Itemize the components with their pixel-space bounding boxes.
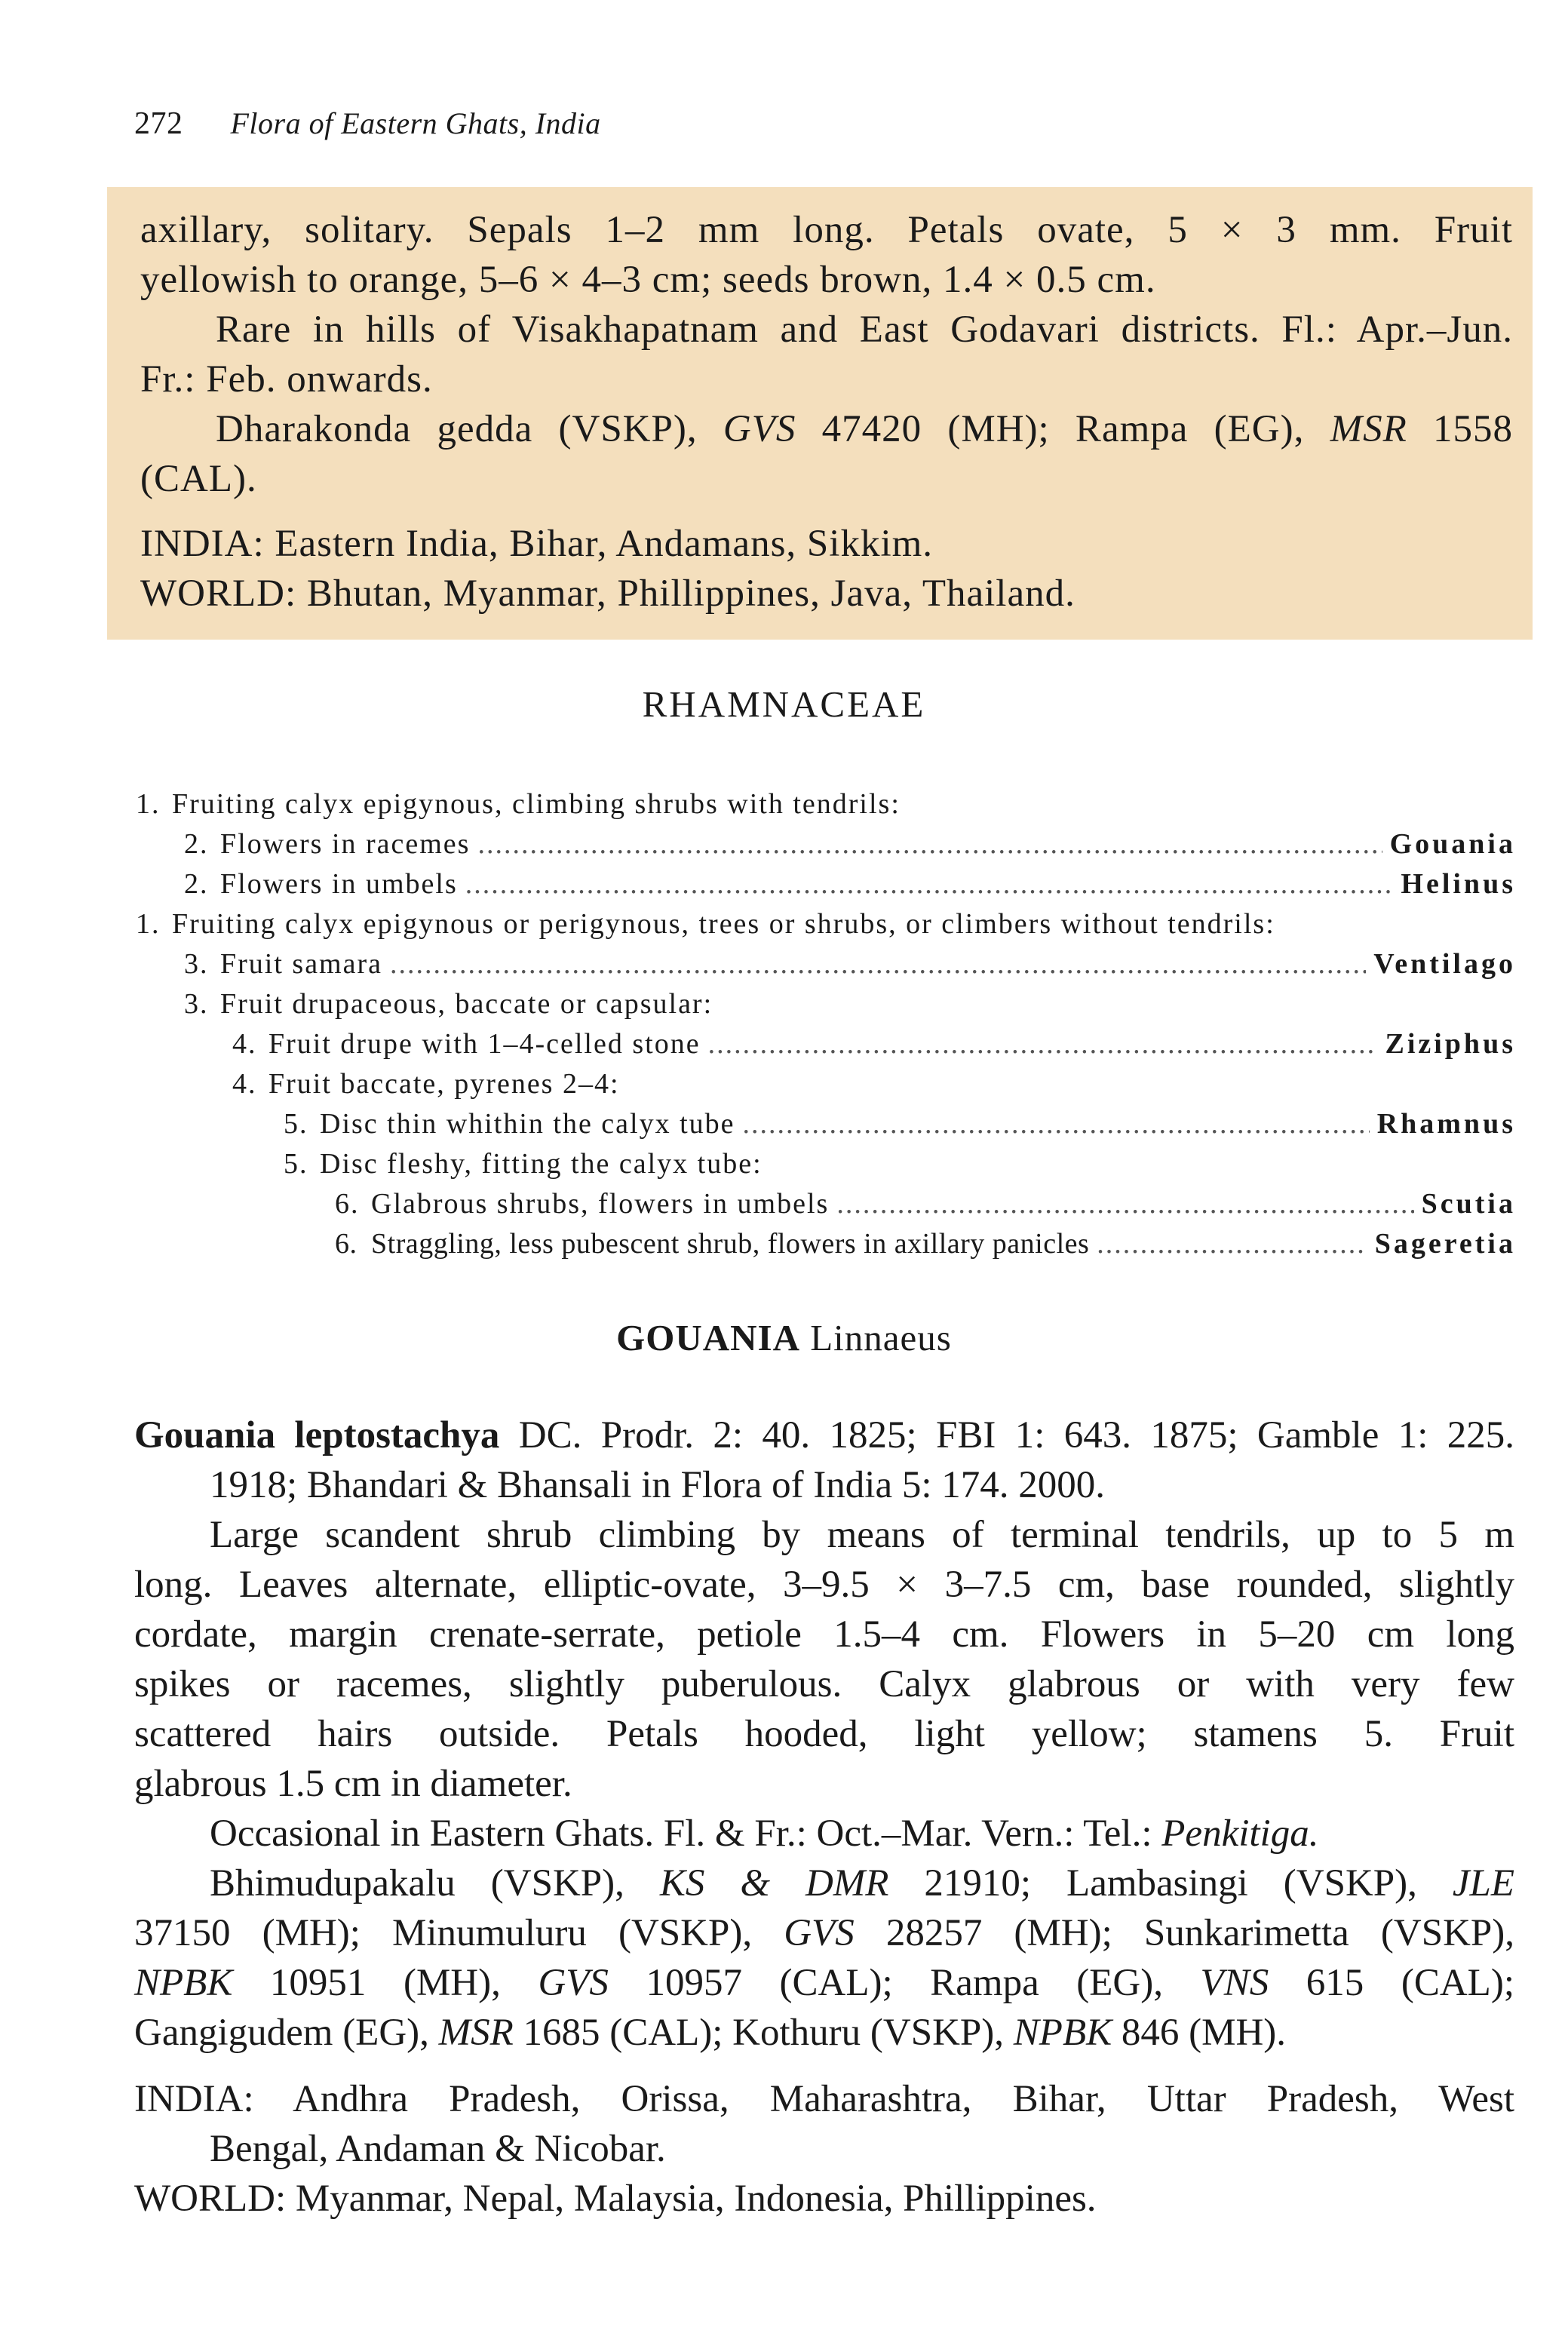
distribution-india: INDIA: Andhra Pradesh, Orissa, Maharashtra, Bihar, Uttar Pradesh, West [134, 2078, 1514, 2120]
genus-heading [0, 1316, 1568, 1359]
description-line: long. Leaves alternate, elliptic-ovate, 3–9.5 × 3–7.5 cm, base rounded, slightly [134, 1564, 1514, 1606]
species-citation: Gouania leptostachya DC. Prodr. 2: 40. 1825; FBI 1: 643. 1875; Gamble 1: 225. [134, 1414, 1514, 1456]
key-row: 5. Disc fleshy, fitting the calyx tube: [284, 1148, 763, 1180]
key-row: 6. Glabrous shrubs, flowers in umbels ..... Scutia [136, 1184, 1516, 1224]
distribution-india-cont: Bengal, Andaman & Nicobar. [210, 2128, 666, 2170]
text-line: axillary, solitary. Sepals 1–2 mm long. Petals ovate, 5 × 3 mm. Fruit [140, 209, 1513, 251]
key-row: 4. Fruit baccate, pyrenes 2–4: [232, 1068, 620, 1100]
specimen-line: 37150 (MH); Minumuluru (VSKP), GVS 28257 (MH); Sunkarimetta (VSKP), [134, 1912, 1515, 1954]
identification-key [136, 784, 1516, 1264]
specimen-line: NPBK 10951 (MH), GVS 10957 (CAL); Rampa (EG), VNS 615 (CAL); [134, 1962, 1514, 2004]
key-row: 2. Flowers in umbels ..... Helinus [136, 864, 1516, 904]
genus-author: Linnaeus [810, 1317, 952, 1358]
genus-name: GOUANIA [616, 1317, 800, 1358]
description-line: scattered hairs outside. Petals hooded, light yellow; stamens 5. Fruit [134, 1713, 1514, 1755]
text-line: Rare in hills of Visakhapatnam and East Godavari districts. Fl.: Apr.–Jun. [216, 308, 1513, 351]
specimen-line: Gangigudem (EG), MSR 1685 (CAL); Kothuru (VSKP), NPBK 846 (MH). [134, 2012, 1287, 2054]
text-line: Fr.: Feb. onwards. [140, 358, 433, 401]
key-row: 3. Fruit samara ..... Ventilago [136, 944, 1516, 984]
description-line: Large scandent shrub climbing by means of terminal tendrils, up to 5 m [210, 1514, 1514, 1556]
page-number: 272 [134, 106, 183, 141]
species-entry [134, 1410, 1514, 2224]
specimen-line: Bhimudupakalu (VSKP), KS & DMR 21910; Lambasingi (VSKP), JLE [210, 1862, 1515, 1905]
previous-species-text [140, 205, 1513, 618]
distribution-india: INDIA: Eastern India, Bihar, Andamans, Sikkim. [140, 523, 934, 565]
text-line: (CAL). [140, 458, 257, 500]
key-row: 5. Disc thin whithin the calyx tube ..... Rhamnus [136, 1104, 1516, 1144]
page-header [134, 106, 601, 142]
key-row: 4. Fruit drupe with 1–4-celled stone ..... Ziziphus [136, 1024, 1516, 1064]
distribution-world: WORLD: Myanmar, Nepal, Malaysia, Indonesia, Phillippines. [134, 2178, 1097, 2220]
key-row: 3. Fruit drupaceous, baccate or capsular: [184, 988, 713, 1020]
occurrence-line: Occasional in Eastern Ghats. Fl. & Fr.: Oct.–Mar. Vern.: Tel.: Penkitiga. [210, 1813, 1319, 1855]
species-name: Gouania leptostachya [134, 1414, 500, 1456]
distribution-world: WORLD: Bhutan, Myanmar, Phillippines, Java, Thailand. [140, 572, 1076, 615]
book-title: Flora of Eastern Ghats, India [230, 106, 601, 140]
family-heading: RHAMNACEAE [642, 683, 926, 725]
key-row: 1. Fruiting calyx epigynous, climbing shrubs with tendrils: [136, 788, 901, 820]
text-line: 1918; Bhandari & Bhansali in Flora of India 5: 174. 2000. [210, 1464, 1106, 1506]
key-row: 6. Straggling, less pubescent shrub, flowers in axillary panicles ..... Sageretia [136, 1224, 1516, 1264]
specimen-line: Dharakonda gedda (VSKP), GVS 47420 (MH); Rampa (EG), MSR 1558 [216, 408, 1514, 450]
description-line: glabrous 1.5 cm in diameter. [134, 1763, 572, 1805]
key-row: 2. Flowers in racemes ..... Gouania [136, 824, 1516, 864]
description-line: spikes or racemes, slightly puberulous. Calyx glabrous or with very few [134, 1663, 1514, 1705]
key-row: 1. Fruiting calyx epigynous or perigynous, trees or shrubs, or climbers without tendrils: [136, 908, 1275, 940]
description-line: cordate, margin crenate-serrate, petiole 1.5–4 cm. Flowers in 5–20 cm long [134, 1613, 1514, 1656]
text-line: yellowish to orange, 5–6 × 4–3 cm; seeds brown, 1.4 × 0.5 cm. [140, 259, 1156, 301]
